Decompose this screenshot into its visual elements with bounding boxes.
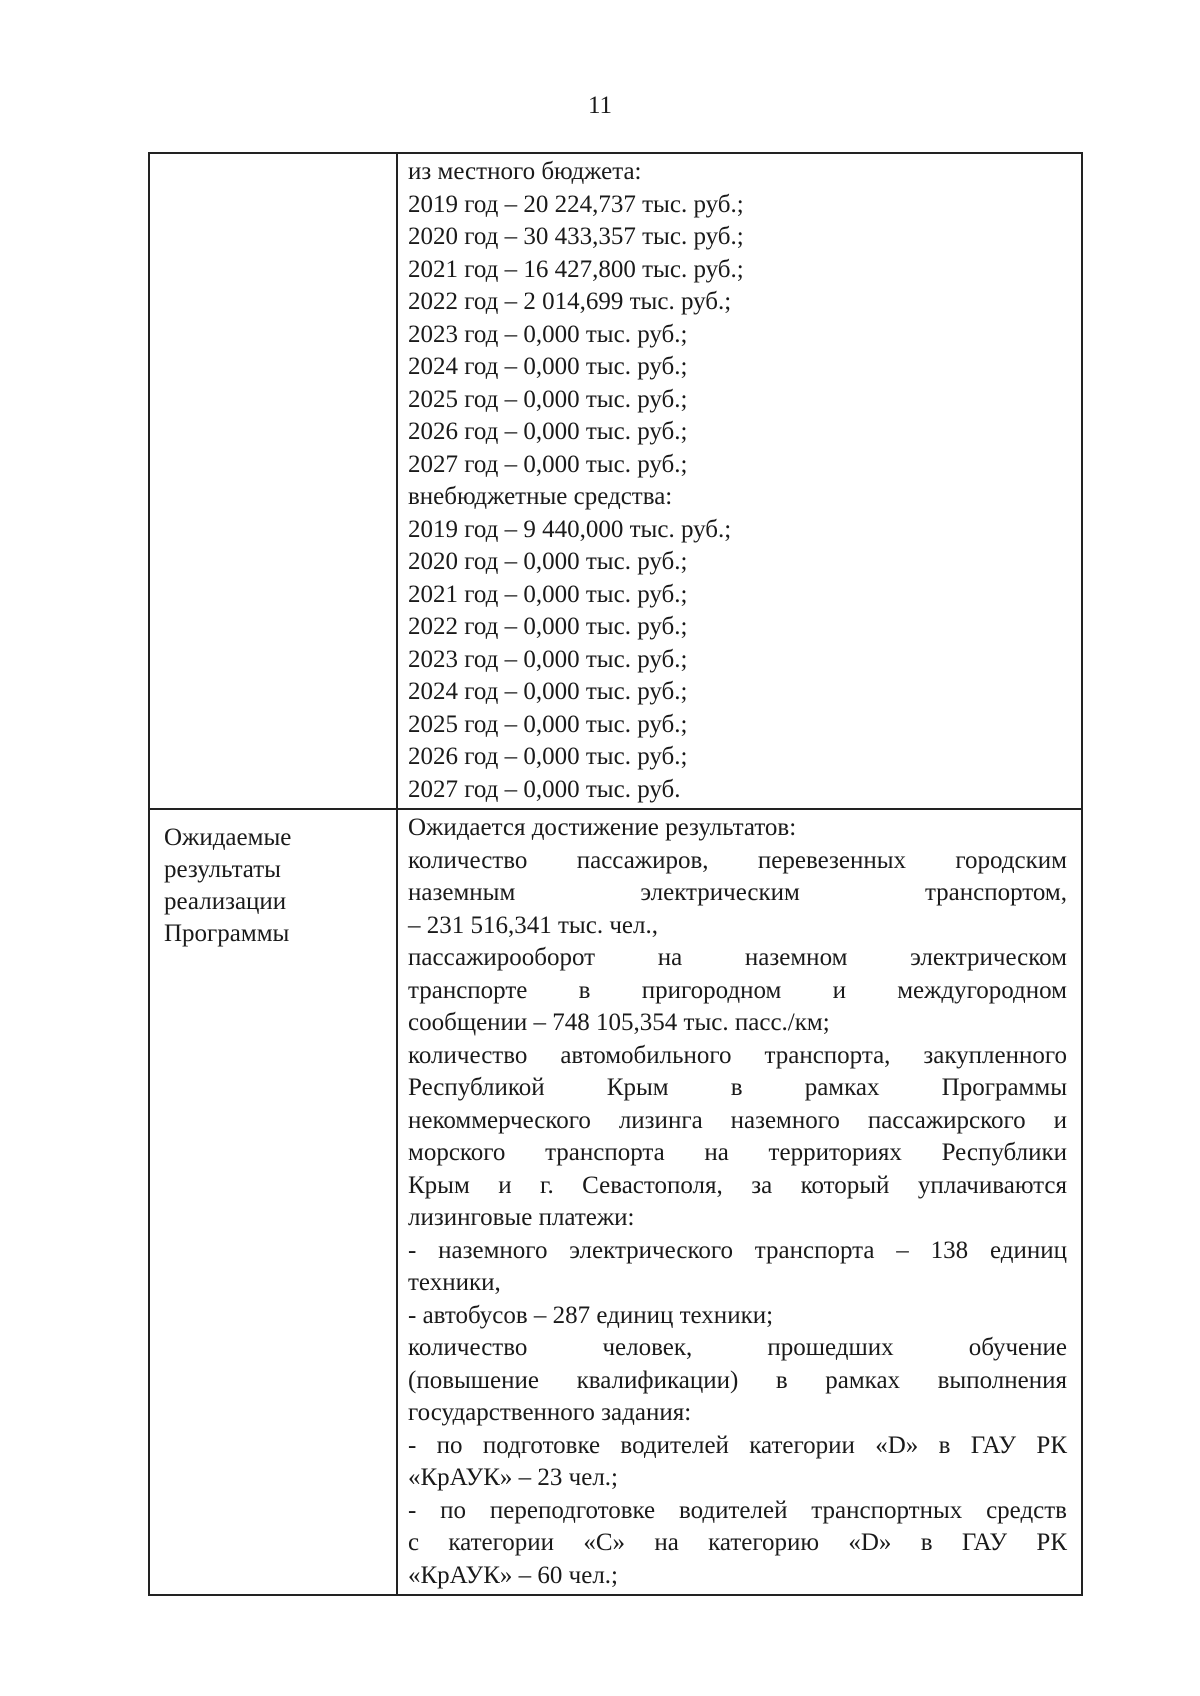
results-text-line: морского транспорта на территориях Республики	[408, 1139, 1067, 1166]
results-text-line: «КрАУК» – 60 чел.;	[408, 1561, 618, 1589]
results-label-line: Программы	[164, 920, 290, 947]
results-text-line: наземным электрическим транспортом,	[408, 879, 1067, 906]
extrabudget-year-line: 2026 год – 0,000 тыс. руб.;	[408, 743, 688, 770]
extrabudget-year-line: 2025 год – 0,000 тыс. руб.;	[408, 710, 688, 738]
local-budget-year-line: 2024 год – 0,000 тыс. руб.;	[408, 353, 688, 380]
extrabudget-year-line: 2021 год – 0,000 тыс. руб.;	[408, 580, 688, 608]
local-budget-year-line: 2021 год – 16 427,800 тыс. руб.;	[408, 255, 744, 283]
results-label-line: реализации	[164, 888, 287, 915]
results-text-line: Крым и г. Севастополя, за который уплачиваются	[408, 1171, 1067, 1199]
local-budget-year-line: 2020 год – 30 433,357 тыс. руб.;	[408, 223, 744, 250]
local-budget-year-line: 2027 год – 0,000 тыс. руб.;	[408, 450, 688, 478]
results-label-line: Ожидаемые	[164, 824, 292, 851]
results-text-line: транспорте в пригородном и междугородном	[408, 976, 1067, 1004]
funding-content-cell	[398, 154, 1081, 808]
extrabudget-years	[408, 514, 1067, 807]
local-budget-year-line: 2019 год – 20 224,737 тыс. руб.;	[408, 190, 744, 218]
local-budget-years	[408, 189, 1067, 482]
results-label-line: результаты	[164, 856, 281, 883]
results-text-line: - по переподготовке водителей транспортных средств	[408, 1496, 1067, 1524]
local-budget-year-line: 2025 год – 0,000 тыс. руб.;	[408, 385, 688, 413]
extrabudget-label: внебюджетные средства:	[408, 483, 673, 510]
results-text-line: Республикой Крым в рамках Программы	[408, 1074, 1067, 1101]
results-text-line: пассажирооборот на наземном электрическом	[408, 944, 1067, 971]
results-text-line: количество пассажиров, перевезенных городским	[408, 846, 1067, 874]
results-text-line: государственного задания:	[408, 1399, 692, 1426]
results-text-line: Ожидается достижение результатов:	[408, 814, 797, 841]
results-text-line: с категории «С» на категорию «D» в ГАУ РК	[408, 1529, 1067, 1556]
local-budget-year-line: 2022 год – 2 014,699 тыс. руб.;	[408, 288, 732, 315]
program-passport-table	[148, 152, 1083, 1596]
extrabudget-year-line: 2020 год – 0,000 тыс. руб.;	[408, 548, 688, 575]
results-text-line: - автобусов – 287 единиц техники;	[408, 1301, 774, 1329]
results-row	[150, 808, 1081, 1594]
results-text-line: лизинговые платежи:	[408, 1204, 635, 1231]
extrabudget-year-line: 2024 год – 0,000 тыс. руб.;	[408, 678, 688, 705]
results-text-line: количество человек, прошедших обучение	[408, 1334, 1067, 1361]
local-budget-year-line: 2026 год – 0,000 тыс. руб.;	[408, 418, 688, 445]
results-content-cell	[398, 810, 1081, 1594]
results-text-line: «КрАУК» – 23 чел.;	[408, 1464, 618, 1491]
results-text-line: техники,	[408, 1269, 501, 1296]
funding-row	[150, 154, 1081, 808]
results-text-line: - наземного электрического транспорта – 138 единиц	[408, 1236, 1067, 1264]
extrabudget-year-line: 2022 год – 0,000 тыс. руб.;	[408, 613, 688, 640]
results-text-line: - по подготовке водителей категории «D» в ГАУ РК	[408, 1431, 1067, 1459]
results-text-line: (повышение квалификации) в рамках выполнения	[408, 1366, 1067, 1394]
results-label-cell	[150, 810, 398, 1594]
local-budget-label: из местного бюджета:	[408, 158, 642, 185]
results-text-line: сообщении – 748 105,354 тыс. пасс./км;	[408, 1009, 830, 1036]
extrabudget-year-line: 2019 год – 9 440,000 тыс. руб.;	[408, 515, 732, 543]
results-text-line: количество автомобильного транспорта, закупленного	[408, 1041, 1067, 1069]
results-text-line: некоммерческого лизинга наземного пассажирского и	[408, 1106, 1067, 1134]
extrabudget-year-line: 2023 год – 0,000 тыс. руб.;	[408, 645, 688, 673]
local-budget-year-line: 2023 год – 0,000 тыс. руб.;	[408, 320, 688, 348]
results-text-line: – 231 516,341 тыс. чел.,	[408, 911, 658, 939]
page-number: 11	[587, 92, 613, 119]
extrabudget-year-line: 2027 год – 0,000 тыс. руб.	[408, 775, 681, 803]
funding-label-cell	[150, 154, 398, 808]
